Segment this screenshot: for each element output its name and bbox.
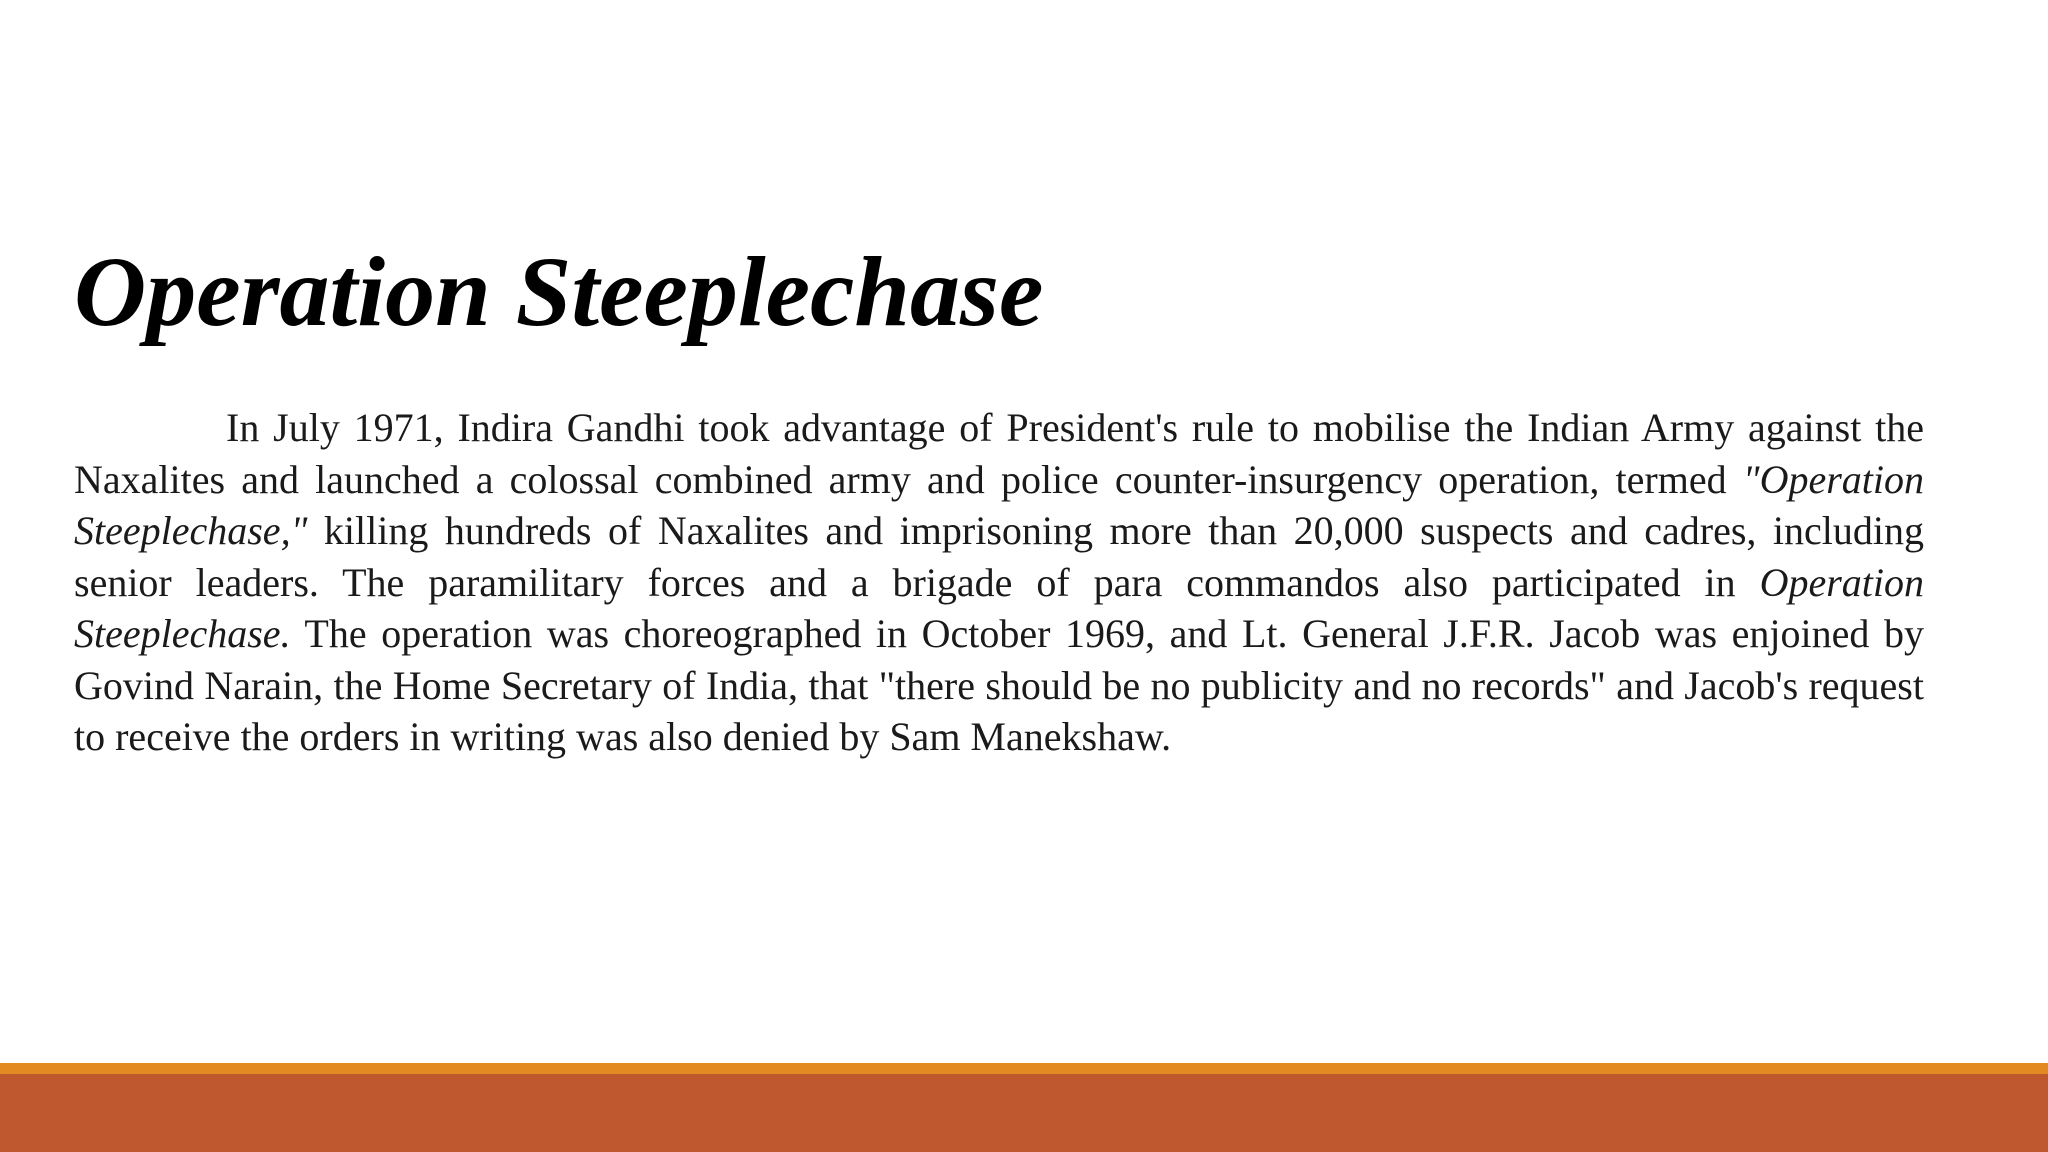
paragraph-text-2: killing hundreds of Naxalites and imprisoning more than 20,000 suspects and cadres, including senior leaders. The paramilitary forces and a brigade of para commandos also participated in [74,508,1924,605]
footer-band [0,1074,2048,1152]
paragraph-text-3: The operation was choreographed in October 1969, and Lt. General J.F.R. Jacob was enjoined by Govind Narain, the Home Secretary of India, that "there should be no publicity and no records" and Jacob's request to receive the orders in writing was also denied by Sam Manekshaw. [74,611,1924,759]
slide-title: Operation Steeplechase [74,236,1044,347]
body-paragraph [74,402,1924,763]
paragraph-italic-1: "Operation Steeplechase," [74,456,1924,553]
footer-accent-stripe [0,1063,2048,1074]
paragraph-italic-2: Operation Steeplechase. [74,559,1924,656]
paragraph-text-1: In July 1971, Indira Gandhi took advantage of President's rule to mobilise the Indian Army against the Naxalites and launched a colossal combined army and police counter-insurgency operation, termed [74,405,1924,502]
